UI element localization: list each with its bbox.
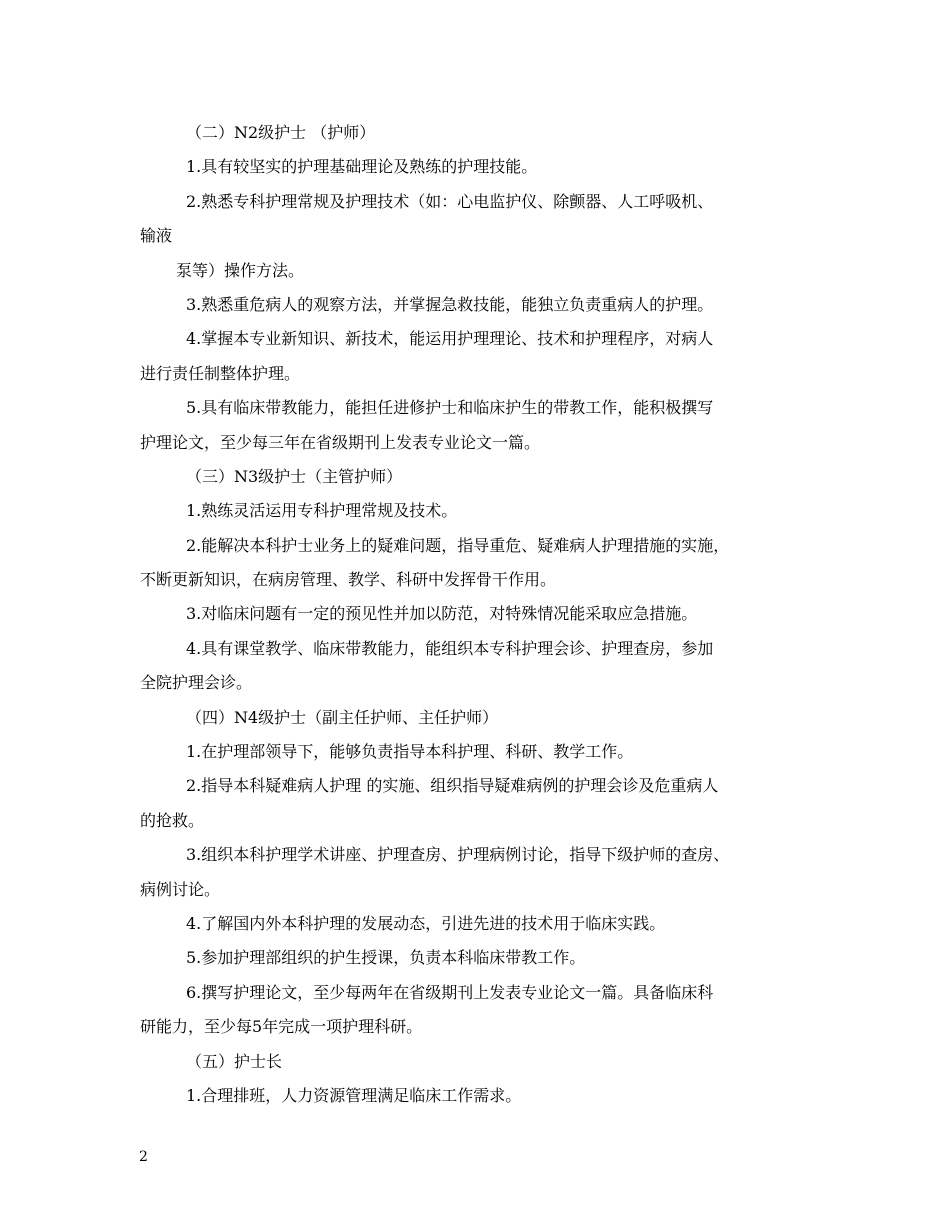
section-heading-head-nurse: （五）护士长 (186, 1051, 283, 1071)
paragraph-line: 1.合理排班，人力资源管理满足临床工作需求。 (186, 1085, 522, 1105)
paragraph-line: 5.具有临床带教能力，能担任进修护士和临床护生的带教工作，能积极撰写 (186, 398, 714, 418)
paragraph-line: 2.熟悉专科护理常规及护理技术（如：心电监护仪、除颤器、人工呼吸机、 (186, 191, 714, 211)
paragraph-line: 的抢救。 (140, 810, 205, 830)
paragraph-line: 5.参加护理部组织的护生授课，负责本科临床带教工作。 (186, 948, 586, 968)
paragraph-line: 3.熟悉重危病人的观察方法，并掌握急救技能，能独立负责重病人的护理。 (186, 294, 714, 314)
paragraph-line: 4.掌握本专业新知识、新技术，能运用护理理论、技术和护理程序，对病人 (186, 329, 714, 349)
paragraph-line: 3.对临床问题有一定的预见性并加以防范，对特殊情况能采取应急措施。 (186, 604, 698, 624)
paragraph-line: 3.组织本科护理学术讲座、护理查房、护理病例讨论，指导下级护师的查房、 (186, 845, 730, 865)
document-body (140, 116, 830, 1113)
paragraph-line: 1.具有较坚实的护理基础理论及熟练的护理技能。 (186, 157, 538, 177)
paragraph-line: 进行责任制整体护理。 (140, 363, 301, 383)
paragraph-line: 6.撰写护理论文，至少每两年在省级期刊上发表专业论文一篇。具备临床科 (186, 982, 714, 1002)
paragraph-line: 不断更新知识，在病房管理、教学、科研中发挥骨干作用。 (140, 570, 557, 590)
paragraph-line: 病例讨论。 (140, 879, 221, 899)
section-heading-n4: （四）N4级护士（副主任护师、主任护师） (186, 707, 499, 727)
paragraph-line: 2.能解决本科护士业务上的疑难问题，指导重危、疑难病人护理措施的实施， (186, 535, 730, 555)
paragraph-line: 4.了解国内外本科护理的发展动态，引进先进的技术用于临床实践。 (186, 913, 666, 933)
paragraph-line: 全院护理会诊。 (140, 673, 253, 693)
paragraph-line: 输液 (140, 226, 173, 246)
section-heading-n3: （三）N3级护士（主管护师） (186, 466, 403, 486)
paragraph-line: 1.在护理部领导下，能够负责指导本科护理、科研、教学工作。 (186, 742, 634, 762)
page-number: 2 (139, 1149, 148, 1165)
paragraph-line: 护理论文，至少每三年在省级期刊上发表专业论文一篇。 (140, 432, 541, 452)
paragraph-line: 2.指导本科疑难病人护理 的实施、组织指导疑难病例的护理会诊及危重病人 (186, 776, 719, 796)
paragraph-line: 1.熟练灵活运用专科护理常规及技术。 (186, 501, 458, 521)
section-heading-n2: （二）N2级护士 （护师） (186, 123, 376, 142)
paragraph-line: 4.具有课堂教学、临床带教能力，能组织本专科护理会诊、护理查房，参加 (186, 638, 714, 658)
paragraph-line: 泵等）操作方法。 (176, 260, 305, 280)
paragraph-line: 研能力，至少每5年完成一项护理科研。 (140, 1017, 423, 1037)
